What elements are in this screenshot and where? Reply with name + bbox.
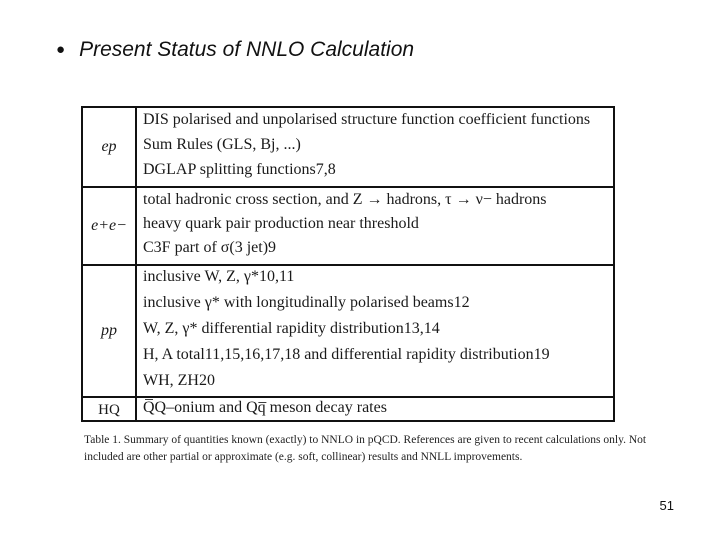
- table-line: WH, ZH20: [143, 372, 215, 389]
- table-row-pp: [83, 266, 613, 398]
- table-line: DGLAP splitting functions7,8: [143, 161, 336, 178]
- table-line: Sum Rules (GLS, Bj, ...): [143, 136, 301, 153]
- table-line: W, Z, γ* differential rapidity distribution13,14: [143, 320, 440, 337]
- bullet-icon: ●: [56, 41, 66, 58]
- row-label-ep: ep: [83, 108, 137, 186]
- table-caption: Table 1. Summary of quantities known (exactly) to NNLO in pQCD. References are given to recent calculations only. Not included are other partial or approximate (e.g. soft, collinear) results and NNLL improvements.: [84, 434, 647, 463]
- row-label-hq: HQ: [83, 398, 137, 422]
- table-row-ep: [83, 108, 613, 188]
- page-number: 51: [659, 498, 674, 513]
- table-line: inclusive γ* with longitudinally polarised beams12: [143, 294, 470, 311]
- table-line: heavy quark pair production near threshold: [143, 215, 419, 232]
- nnlo-table: [81, 106, 615, 422]
- table-line: Q̅Q–onium and Qq̅ meson decay rates: [143, 399, 387, 416]
- table-line: DIS polarised and unpolarised structure function coefficient functions: [143, 111, 591, 128]
- slide-title: [56, 38, 414, 62]
- row-label-ee: e+e−: [83, 188, 137, 264]
- table-line: inclusive W, Z, γ*10,11: [143, 268, 295, 285]
- table-row-hq: [83, 398, 613, 422]
- table-line: H, A total11,15,16,17,18 and differential rapidity distribution19: [143, 346, 550, 363]
- table-row-ee: [83, 188, 613, 266]
- table-line: total hadronic cross section, and Z → hadrons, τ → ν− hadrons: [143, 191, 547, 208]
- table-line: C3F part of σ(3 jet)9: [143, 239, 277, 256]
- slide-title-text: Present Status of NNLO Calculation: [79, 38, 415, 61]
- row-label-pp: pp: [83, 266, 137, 396]
